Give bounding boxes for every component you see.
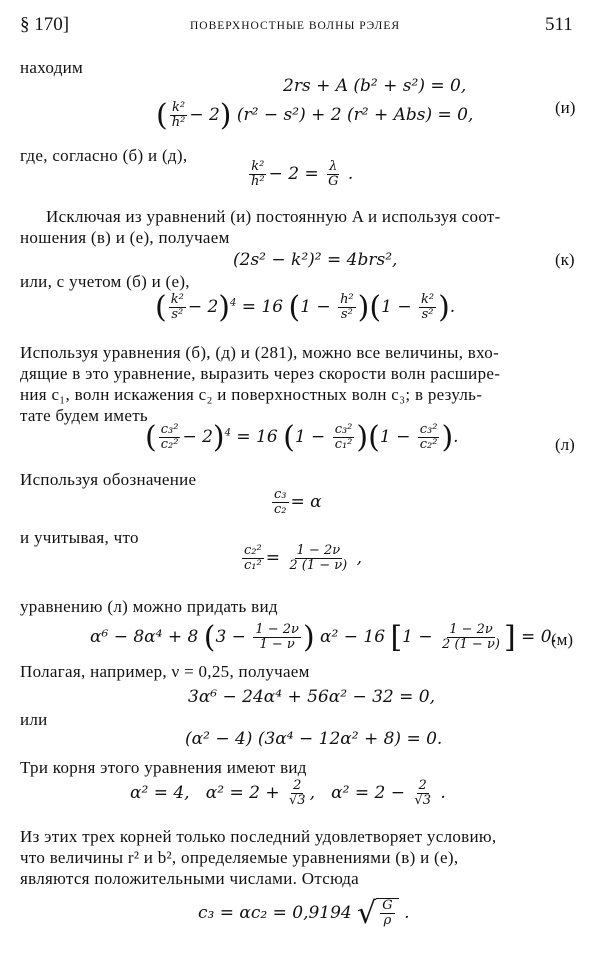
equation-k-expanded: ( $\frac{\text{k²}}{\text{s²}}$ − 2)$^4$ = 16 (1 − $\frac{\text{h²}}{\text{s²}}$ )(1 − $\frac{\text{k²}}{\text{s²}}$ ).: [155, 290, 456, 325]
text-line: дящие в это уравнение, выразить через скорости волн расшире-: [20, 364, 501, 383]
text-line: Полагая, например, ν = 0,25, получаем: [20, 662, 310, 681]
equation-k: (2s² − k²)² = 4brs²,: [233, 250, 398, 270]
text-line: Используя уравнения (б), (д) и (281), можно все величины, вхо-: [20, 343, 500, 362]
text-line: ношения (в) и (е), получаем: [20, 228, 230, 247]
equation-c-ratio: $\frac{\text{c₂²}}{\text{c₁²}}$ = $\frac{1 - 2\nu}{2 (1 - \nu)}$ ,: [244, 543, 363, 573]
running-title: ПОВЕРХНОСТНЫЕ ВОЛНЫ РЭЛЕЯ: [190, 20, 401, 32]
equation-polynomial: 3α⁶ − 24α⁴ + 56α² − 32 = 0,: [188, 687, 436, 707]
text-line: уравнению (л) можно придать вид: [20, 597, 278, 616]
page-number: 511: [545, 14, 573, 35]
equation-lambda: $\frac{\text{k²}}{\text{h²}}$ − 2 = $\frac{\lambda}{G}$ .: [251, 159, 354, 189]
text-line: Исключая из уравнений (и) постоянную A и используя соот-: [46, 207, 501, 226]
text-line: Три корня этого уравнения имеют вид: [20, 758, 307, 777]
section-number: § 170]: [20, 14, 70, 35]
equation-label-k: (к): [555, 250, 575, 269]
text-line: находим: [20, 58, 84, 77]
text-line: что величины r² и b², определяемые уравнениями (в) и (е),: [20, 848, 459, 867]
equation-m: α⁶ − 8α⁴ + 8 (3 − $\frac{1 - 2\nu}{1 - \nu}$ ) α² − 16 [1 − $\frac{1 - 2\nu}{2 (1 - \nu)}$ ] = 0.: [90, 620, 557, 655]
equation-label-i: (и): [555, 98, 576, 117]
equation-l: ( $\frac{\text{c₃²}}{\text{c₂²}}$ − 2)$^4$ = 16 (1 − $\frac{\text{c₃²}}{\text{c₁²}}$ )(1 − $\frac{\text{c₃²}}{\text{c₂²}}$ ).: [145, 420, 459, 455]
equation-label-l: (л): [555, 435, 575, 454]
text-line: и учитывая, что: [20, 528, 139, 547]
equation-i-line1: 2rs + A (b² + s²) = 0,: [283, 76, 467, 96]
text-line: или, с учетом (б) и (е),: [20, 272, 190, 291]
text-line: ния c₁, волн искажения c₂ и поверхностных волн c₃; в резуль-: [20, 385, 483, 404]
equation-factored: (α² − 4) (3α⁴ − 12α² + 8) = 0.: [185, 729, 443, 749]
text-line: Из этих трех корней только последний удовлетворяет условию,: [20, 827, 497, 846]
equation-roots: α² = 4, α² = 2 + $\frac{2}{√3}$ , α² = 2 − $\frac{2}{√3}$ .: [130, 778, 446, 808]
equation-alpha-def: $\frac{\text{c₃}}{\text{c₂}}$ = α: [274, 487, 322, 517]
text-line: или: [20, 710, 48, 729]
text-line: где, согласно (б) и (д),: [20, 146, 188, 165]
text-line: Используя обозначение: [20, 470, 197, 489]
equation-label-m: (м): [551, 630, 574, 649]
text-line: являются положительными числами. Отсюда: [20, 869, 360, 888]
equation-i-line2: ( $\frac{\text{k²}}{\text{h²}}$ − 2) (r² − s²) + 2 (r² + Abs) = 0,: [156, 98, 474, 133]
text-line: тате будем иметь: [20, 406, 148, 425]
equation-final: c₃ = αc₂ = 0,9194 √ $\frac{G}{\rho}$ .: [198, 896, 410, 931]
